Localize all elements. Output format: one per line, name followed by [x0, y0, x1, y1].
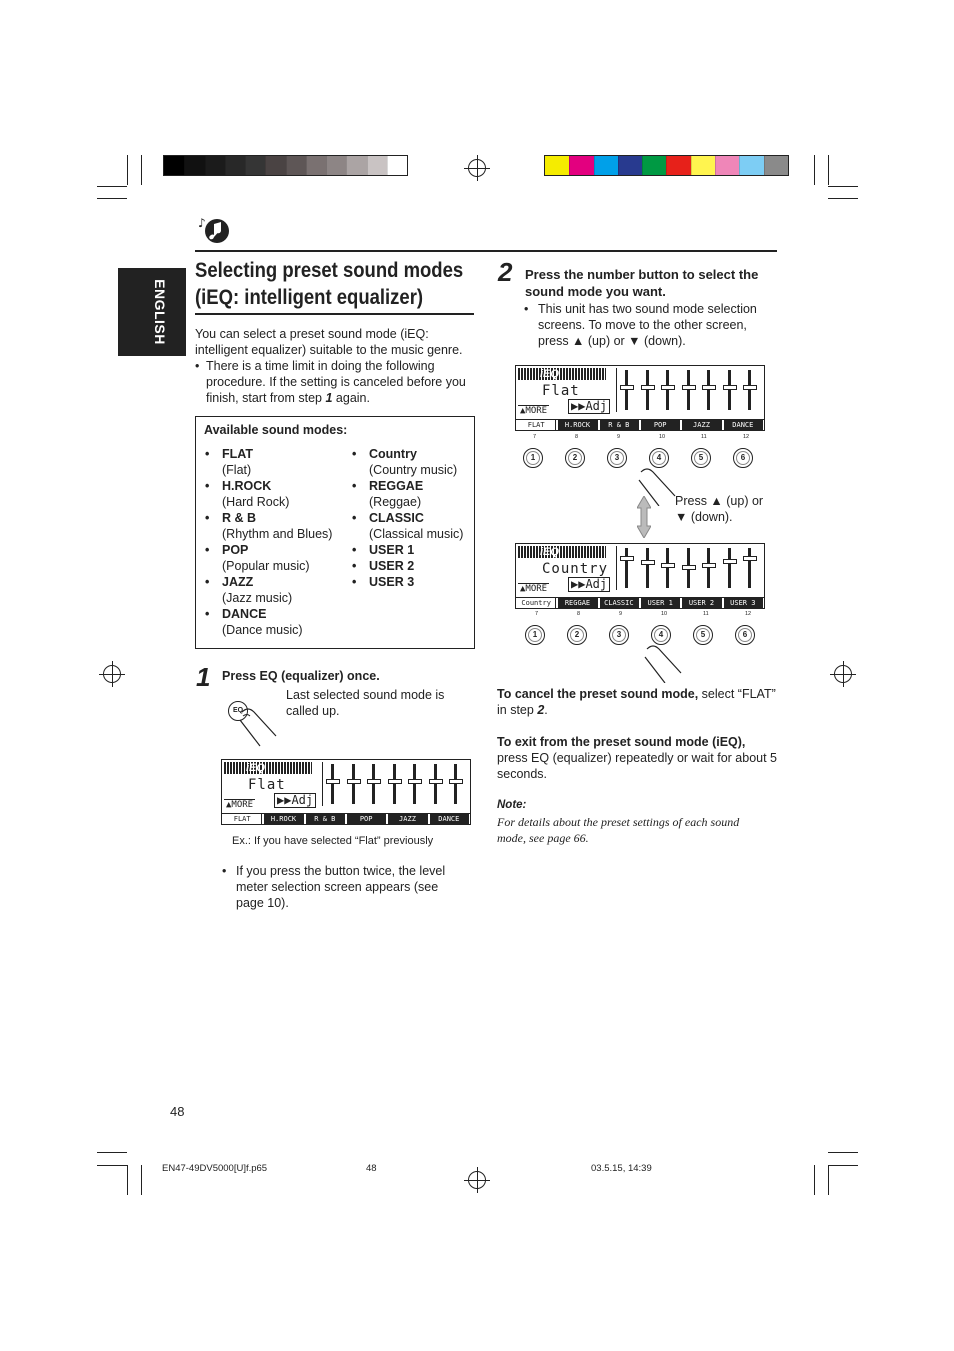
tick-label: 8: [575, 434, 579, 440]
lcd-mode-tab: H.ROCK: [264, 814, 303, 824]
eq-band-slider: [646, 548, 649, 588]
color-swatch: [545, 156, 569, 175]
eq-band-slider: [666, 548, 669, 588]
eq-band-knob: [723, 385, 737, 390]
cancel-step: 2: [537, 703, 545, 717]
lcd-equalizer-bars: [322, 762, 468, 806]
gray-swatch: [346, 156, 366, 175]
eq-band-knob: [682, 385, 696, 390]
lcd-mode-tab: USER 1: [641, 598, 680, 608]
sound-mode-name: • R & B: [222, 511, 257, 525]
lcd-mode-name: Country: [542, 561, 609, 577]
lcd-mode-tab: USER 3: [724, 598, 763, 608]
tick-label: 9: [617, 434, 621, 440]
lcd-mode-tab: USER 2: [682, 598, 721, 608]
gray-swatch: [326, 156, 346, 175]
tick-label: 12: [745, 611, 752, 617]
sound-mode-item: [222, 574, 292, 606]
eq-band-slider: [728, 548, 731, 588]
tick-label: 11: [701, 434, 707, 440]
eq-band-knob: [429, 779, 443, 784]
eq-band-knob: [641, 560, 655, 565]
cancel-instruction: [497, 686, 777, 718]
lcd-mode-tab: Country: [517, 598, 556, 608]
footer-file: EN47-49DV5000[U]f.p65: [162, 1163, 268, 1174]
sound-mode-desc: (Classical music): [369, 527, 464, 541]
lcd-mode-tab: POP: [641, 420, 680, 430]
lcd-mode-tabs: [516, 419, 764, 430]
lcd-mode-tab: JAZZ: [682, 420, 721, 430]
sound-mode-desc: (Hard Rock): [222, 495, 290, 509]
eq-band-knob: [641, 385, 655, 390]
eq-band-knob: [723, 559, 737, 564]
eq-band-slider: [728, 370, 731, 410]
sound-mode-name: • USER 2: [369, 559, 415, 573]
sound-mode-name: • CLASSIC: [369, 511, 424, 525]
eq-band-slider: [413, 764, 416, 804]
sound-mode-name: • JAZZ: [222, 575, 254, 589]
svg-text:♪: ♪: [198, 216, 206, 230]
number-button-5[interactable]: 5: [693, 625, 713, 645]
gray-swatch: [245, 156, 265, 175]
tick-label: 7: [533, 434, 537, 440]
footer-date: 03.5.15, 14:39: [591, 1163, 652, 1174]
example-caption: Ex.: If you have selected “Flat” previously: [232, 835, 434, 847]
eq-band-knob: [743, 385, 757, 390]
eq-band-slider: [331, 764, 334, 804]
eq-button-label: EQ: [232, 707, 244, 714]
sound-mode-item: [369, 510, 463, 542]
lcd-more-label: ▲MORE: [226, 800, 254, 810]
level-meter-bullet: • If you press the button twice, the level meter selection screen appears (see page 10).: [222, 863, 457, 911]
lcd-screen-country: [515, 543, 765, 609]
lcd-adj-label: ▶▶Adj: [568, 399, 610, 414]
number-button-4[interactable]: 4: [651, 625, 671, 645]
number-button-3[interactable]: 3: [609, 625, 629, 645]
lcd-mode-tab: R & B: [600, 420, 639, 430]
sound-mode-item: [369, 574, 414, 590]
lcd-mode-tab: JAZZ: [388, 814, 427, 824]
number-button-2[interactable]: 2: [565, 448, 585, 468]
footer-center: 48: [366, 1163, 377, 1174]
sound-mode-item: [369, 446, 457, 478]
eq-band-knob: [682, 565, 696, 570]
tick-label: 10: [661, 611, 668, 617]
lcd-mode-tab: CLASSIC: [600, 598, 639, 608]
eq-band-slider: [748, 370, 751, 410]
lcd-mode-tabs: [516, 597, 764, 608]
ieq-logo: iEQ: [518, 368, 606, 380]
tick-label: 9: [619, 611, 623, 617]
color-bar: [544, 155, 789, 176]
gray-swatch: [205, 156, 225, 175]
eq-band-slider: [434, 764, 437, 804]
cancel-end: .: [544, 703, 548, 717]
number-button-4[interactable]: 4: [649, 448, 669, 468]
eq-band-knob: [367, 779, 381, 784]
step1-title: Press EQ (equalizer) once.: [222, 669, 380, 683]
bullet-text-end: again.: [332, 391, 370, 405]
up-down-arrow-icon: [637, 496, 651, 541]
lcd-screen-step1: [221, 759, 471, 825]
eq-band-slider: [454, 764, 457, 804]
registration-mark-bottom: [468, 1171, 486, 1189]
eq-band-knob: [661, 563, 675, 568]
color-swatch: [691, 156, 715, 175]
registration-mark-right: [834, 665, 852, 683]
exit-text: press EQ (equalizer) repeatedly or wait for about 5 seconds.: [497, 751, 777, 781]
intro-bullet: • There is a time limit in doing the following procedure. If the setting is canceled before you finish, start from step 1 again.: [195, 359, 466, 405]
eq-band-knob: [743, 556, 757, 561]
sound-mode-desc: (Dance music): [222, 623, 303, 637]
sound-mode-desc: (Jazz music): [222, 591, 293, 605]
sound-mode-item: [222, 478, 289, 510]
tick-label: 12: [743, 434, 750, 440]
number-button-2[interactable]: 2: [567, 625, 587, 645]
step1-number: 1: [196, 662, 211, 692]
number-button-1[interactable]: 1: [525, 625, 545, 645]
note-text: For details about the preset settings of each sound mode, see page 66.: [497, 815, 740, 845]
sound-mode-desc: (Flat): [222, 463, 252, 477]
number-button-6[interactable]: 6: [735, 625, 755, 645]
gray-swatch: [286, 156, 306, 175]
finger-icon-3: [643, 643, 689, 686]
eq-band-slider: [393, 764, 396, 804]
color-swatch: [764, 156, 788, 175]
ieq-logo: iEQ: [518, 546, 606, 558]
header-rule: [195, 250, 777, 252]
language-label: ENGLISH: [152, 279, 168, 345]
page-title-line1: Selecting preset sound modes: [195, 258, 464, 282]
level-meter-text: If you press the button twice, the level meter selection screen appears (see page 10).: [236, 864, 446, 910]
exit-bold: To exit from the preset sound mode (iEQ),: [497, 735, 746, 749]
sound-mode-item: [222, 510, 332, 542]
tick-label: 7: [535, 611, 539, 617]
lcd-adj-label: ▶▶Adj: [274, 793, 316, 808]
eq-band-slider: [707, 548, 710, 588]
eq-band-knob: [620, 385, 634, 390]
eq-band-knob: [620, 556, 634, 561]
eq-band-slider: [707, 370, 710, 410]
cancel-bold: To cancel the preset sound mode,: [497, 687, 699, 701]
step1-desc: Last selected sound mode is called up.: [286, 688, 445, 718]
gray-swatch: [225, 156, 245, 175]
lcd-adj-label: ▶▶Adj: [568, 577, 610, 592]
gray-swatch: [387, 156, 407, 175]
sound-mode-name: • REGGAE: [369, 479, 424, 493]
eq-band-slider: [748, 548, 751, 588]
page-number: 48: [170, 1104, 185, 1119]
sound-mode-name: • Country: [369, 447, 417, 461]
sound-mode-item: [222, 606, 303, 638]
sound-mode-name: • DANCE: [222, 607, 267, 621]
color-swatch: [739, 156, 763, 175]
sound-mode-name: • USER 3: [369, 575, 415, 589]
eq-band-knob: [408, 779, 422, 784]
sound-modes-box: [195, 416, 475, 649]
tick-label: 10: [659, 434, 666, 440]
sound-mode-item: [369, 478, 423, 510]
sound-mode-desc: (Rhythm and Blues): [222, 527, 333, 541]
color-swatch: [642, 156, 666, 175]
lcd-mode-tab: DANCE: [430, 814, 469, 824]
note-label: Note:: [497, 799, 527, 811]
eq-band-knob: [326, 779, 340, 784]
page-title-line2: (iEQ: intelligent equalizer): [195, 285, 424, 309]
modes-heading: Available sound modes:: [204, 423, 348, 437]
lcd-mode-name: Flat: [248, 777, 286, 793]
color-swatch: [569, 156, 593, 175]
sound-mode-item: [369, 542, 414, 558]
sound-mode-item: [369, 558, 414, 574]
step2-bullet-text: This unit has two sound mode selection screens. To move to the other screen, press ▲ (up) or ▼ (down).: [538, 302, 757, 348]
lcd-mode-tabs: [222, 813, 470, 824]
number-button-1[interactable]: 1: [523, 448, 543, 468]
lcd-equalizer-bars: [616, 546, 762, 590]
press-hint: Press ▲ (up) or ▼ (down).: [675, 494, 764, 524]
sound-mode-item: [222, 542, 310, 574]
lcd-mode-tab: DANCE: [724, 420, 763, 430]
number-button-6[interactable]: 6: [733, 448, 753, 468]
lcd-equalizer-bars: [616, 368, 762, 412]
eq-band-knob: [702, 563, 716, 568]
registration-mark-top: [468, 159, 486, 177]
gray-swatch: [265, 156, 285, 175]
lcd-mode-tab: FLAT: [517, 420, 556, 430]
eq-band-slider: [625, 548, 628, 588]
color-swatch: [715, 156, 739, 175]
finger-icon: [238, 706, 284, 751]
ieq-logo: iEQ: [224, 762, 312, 774]
gray-swatch: [184, 156, 204, 175]
step2-bullet: • This unit has two sound mode selection screens. To move to the other screen, press ▲ (up) or ▼ (down).: [524, 301, 774, 349]
sound-mode-item: [222, 446, 253, 478]
gray-swatch: [164, 156, 184, 175]
eq-band-knob: [449, 779, 463, 784]
bullet-text: There is a time limit in doing the following procedure. If the setting is canceled before you finish, start from step: [206, 359, 466, 405]
eq-band-slider: [372, 764, 375, 804]
lcd-more-label: ▲MORE: [520, 406, 548, 416]
eq-band-knob: [661, 385, 675, 390]
sound-mode-desc: (Reggae): [369, 495, 422, 509]
number-button-3[interactable]: 3: [607, 448, 627, 468]
eq-band-slider: [625, 370, 628, 410]
number-button-5[interactable]: 5: [691, 448, 711, 468]
sound-mode-name: • USER 1: [369, 543, 415, 557]
lcd-mode-tab: H.ROCK: [558, 420, 597, 430]
step2-number: 2: [498, 257, 513, 287]
color-swatch: [666, 156, 690, 175]
lcd-more-label: ▲MORE: [520, 584, 548, 594]
lcd-mode-tab: REGGAE: [558, 598, 597, 608]
eq-band-slider: [666, 370, 669, 410]
gray-swatch: [367, 156, 387, 175]
lcd-mode-tab: FLAT: [223, 814, 262, 824]
gray-swatch: [306, 156, 326, 175]
sound-mode-name: • POP: [222, 543, 249, 557]
lcd-mode-name: Flat: [542, 383, 580, 399]
eq-band-knob: [702, 385, 716, 390]
eq-band-slider: [352, 764, 355, 804]
tick-label: 8: [577, 611, 581, 617]
exit-instruction: [497, 734, 779, 782]
sound-mode-desc: (Country music): [369, 463, 458, 477]
eq-band-knob: [347, 779, 361, 784]
music-note-icon: [196, 213, 232, 245]
registration-mark-left: [103, 665, 121, 683]
sound-mode-name: • FLAT: [222, 447, 254, 461]
sound-mode-name: • H.ROCK: [222, 479, 272, 493]
intro-text: You can select a preset sound mode (iEQ: intelligent equalizer) suitable to the music genre.: [195, 327, 463, 357]
title-underline: [195, 313, 474, 315]
lcd-screen-flat: [515, 365, 765, 431]
step-ref: 1: [325, 391, 333, 405]
color-swatch: [594, 156, 618, 175]
color-swatch: [618, 156, 642, 175]
grayscale-bar: [163, 155, 408, 176]
sound-mode-desc: (Popular music): [222, 559, 310, 573]
cancel-text: select “FLAT” in step: [497, 687, 776, 717]
lcd-mode-tab: POP: [347, 814, 386, 824]
eq-band-knob: [388, 779, 402, 784]
eq-band-slider: [687, 370, 690, 410]
step2-title: Press the number button to select the sound mode you want.: [525, 267, 759, 299]
lcd-mode-tab: R & B: [306, 814, 345, 824]
tick-label: 11: [703, 611, 709, 617]
eq-band-slider: [646, 370, 649, 410]
